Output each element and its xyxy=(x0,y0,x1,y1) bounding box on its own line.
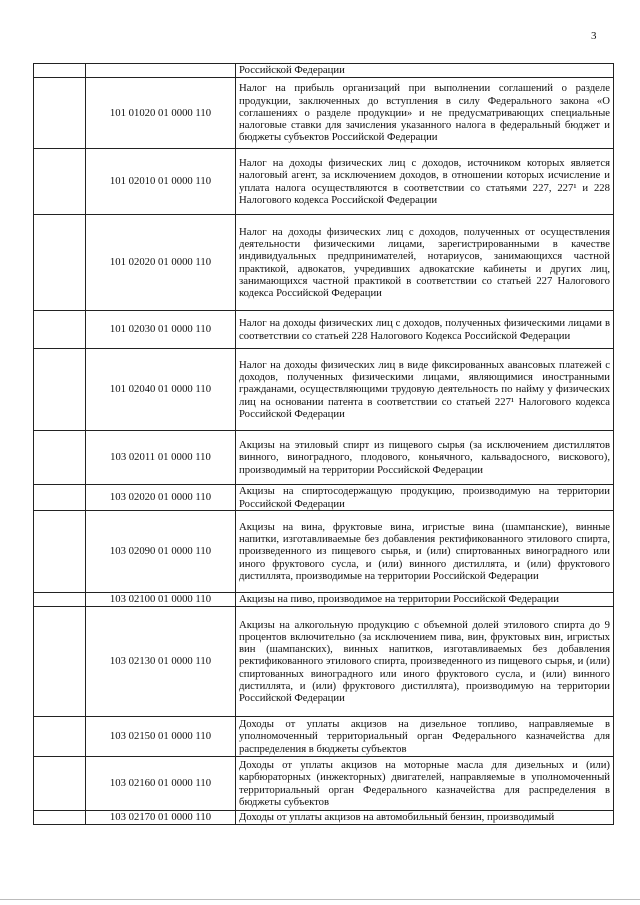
budget-code: 101 02010 01 0000 110 xyxy=(86,149,236,215)
table-row xyxy=(34,215,614,311)
table-row xyxy=(34,511,614,593)
empty-cell xyxy=(34,311,86,349)
budget-codes-table xyxy=(33,63,614,825)
empty-cell xyxy=(34,215,86,311)
income-description: Налог на доходы физических лиц с доходов, источником которых является налоговый агент, за исключением доходов, в отношении которых исчисление и уплата налога осуществляются в соответствии со статьями 227, 227¹ и 228 Налогового кодекса Российской Федерации xyxy=(236,149,614,215)
table-row xyxy=(34,311,614,349)
empty-cell xyxy=(34,811,86,825)
income-description: Акцизы на пиво, производимое на территории Российской Федерации xyxy=(236,593,614,607)
income-description: Налог на доходы физических лиц в виде фиксированных авансовых платежей с доходов, полученных физическими лицами, являющимися иностранными гражданами, осуществляющими трудовую деятельность по найму у физических лиц на основании патента в соответствии со статьей 227¹ Налогового кодекса Российской Федерации xyxy=(236,349,614,431)
scan-edge xyxy=(0,899,640,900)
table-row xyxy=(34,717,614,757)
budget-code xyxy=(86,64,236,78)
empty-cell xyxy=(34,485,86,511)
budget-code: 101 02030 01 0000 110 xyxy=(86,311,236,349)
income-description: Российской Федерации xyxy=(236,64,614,78)
table-row xyxy=(34,78,614,149)
income-description: Налог на доходы физических лиц с доходов, полученных от осуществления деятельности физическими лицами, зарегистрированными в качестве индивидуальных предпринимателей, нотариусов, занимающихся частной практикой, адвокатов, учредивших адвокатские кабинеты и других лиц, занимающихся частной практикой в соответствии со статьей 227 Налогового кодекса Российской Федерации xyxy=(236,215,614,311)
table-row xyxy=(34,431,614,485)
empty-cell xyxy=(34,78,86,149)
table-row xyxy=(34,485,614,511)
table-row xyxy=(34,593,614,607)
empty-cell xyxy=(34,757,86,811)
budget-code: 103 02020 01 0000 110 xyxy=(86,485,236,511)
empty-cell xyxy=(34,431,86,485)
budget-code: 101 02020 01 0000 110 xyxy=(86,215,236,311)
income-description: Доходы от уплаты акцизов на автомобильный бензин, производимый xyxy=(236,811,614,825)
table-row xyxy=(34,811,614,825)
income-description: Акцизы на спиртосодержащую продукцию, производимую на территории Российской Федерации xyxy=(236,485,614,511)
budget-codes-body xyxy=(34,64,614,825)
table-row xyxy=(34,64,614,78)
income-description: Доходы от уплаты акцизов на моторные масла для дизельных и (или) карбюраторных (инжекторных) двигателей, направляемые в уполномоченный территориальный орган Федерального казначейства для распределения в бюджеты субъектов xyxy=(236,757,614,811)
empty-cell xyxy=(34,593,86,607)
income-description: Акцизы на этиловый спирт из пищевого сырья (за исключением дистиллятов винного, виноградного, плодового, коньячного, кальвадосного, вискового), производимый на территории Российской Федерации xyxy=(236,431,614,485)
income-description: Налог на прибыль организаций при выполнении соглашений о разделе продукции, заключенных до вступления в силу Федерального закона «О соглашениях о разделе продукции» и не предусматривающих специальные налоговые ставки для зачисления указанного налога в федеральный бюджет и бюджеты субъектов Российской Федерации xyxy=(236,78,614,149)
empty-cell xyxy=(34,511,86,593)
table-row xyxy=(34,607,614,717)
income-description: Налог на доходы физических лиц с доходов, полученных физическими лицами в соответствии со статьей 228 Налогового Кодекса Российской Федерации xyxy=(236,311,614,349)
budget-code: 103 02011 01 0000 110 xyxy=(86,431,236,485)
budget-code: 103 02130 01 0000 110 xyxy=(86,607,236,717)
budget-code: 103 02090 01 0000 110 xyxy=(86,511,236,593)
income-description: Акцизы на алкогольную продукцию с объемной долей этилового спирта до 9 процентов включительно (за исключением пива, вин, фруктовых вин, игристых вин (шампанских), винных напитков, изготавливаемых без добавления ректификованного этилового спирта, произведенного из пищевого сырья, и (или) спиртованных виноградного или иного фруктового сусла, и (или) винного дистиллята, и (или) фруктового дистиллята), производимую на территории Российской Федерации xyxy=(236,607,614,717)
table-row xyxy=(34,149,614,215)
table-row xyxy=(34,349,614,431)
empty-cell xyxy=(34,717,86,757)
budget-code: 101 01020 01 0000 110 xyxy=(86,78,236,149)
empty-cell xyxy=(34,149,86,215)
table-row xyxy=(34,757,614,811)
budget-code: 103 02170 01 0000 110 xyxy=(86,811,236,825)
budget-code: 101 02040 01 0000 110 xyxy=(86,349,236,431)
empty-cell xyxy=(34,64,86,78)
empty-cell xyxy=(34,349,86,431)
empty-cell xyxy=(34,607,86,717)
budget-code: 103 02150 01 0000 110 xyxy=(86,717,236,757)
page-number: 3 xyxy=(591,30,597,42)
income-description: Доходы от уплаты акцизов на дизельное топливо, направляемые в уполномоченный территориальный орган Федерального казначейства для распределения в бюджеты субъектов xyxy=(236,717,614,757)
budget-code: 103 02100 01 0000 110 xyxy=(86,593,236,607)
income-description: Акцизы на вина, фруктовые вина, игристые вина (шампанские), винные напитки, изготавливаемые без добавления ректификованного этилового спирта, произведенного из пищевого сырья, и (или) спиртованных виноградного или иного фруктового сусла, и (или) винного дистиллята, и (или) фруктового дистиллята, производимые на территории Российской Федерации xyxy=(236,511,614,593)
budget-code: 103 02160 01 0000 110 xyxy=(86,757,236,811)
